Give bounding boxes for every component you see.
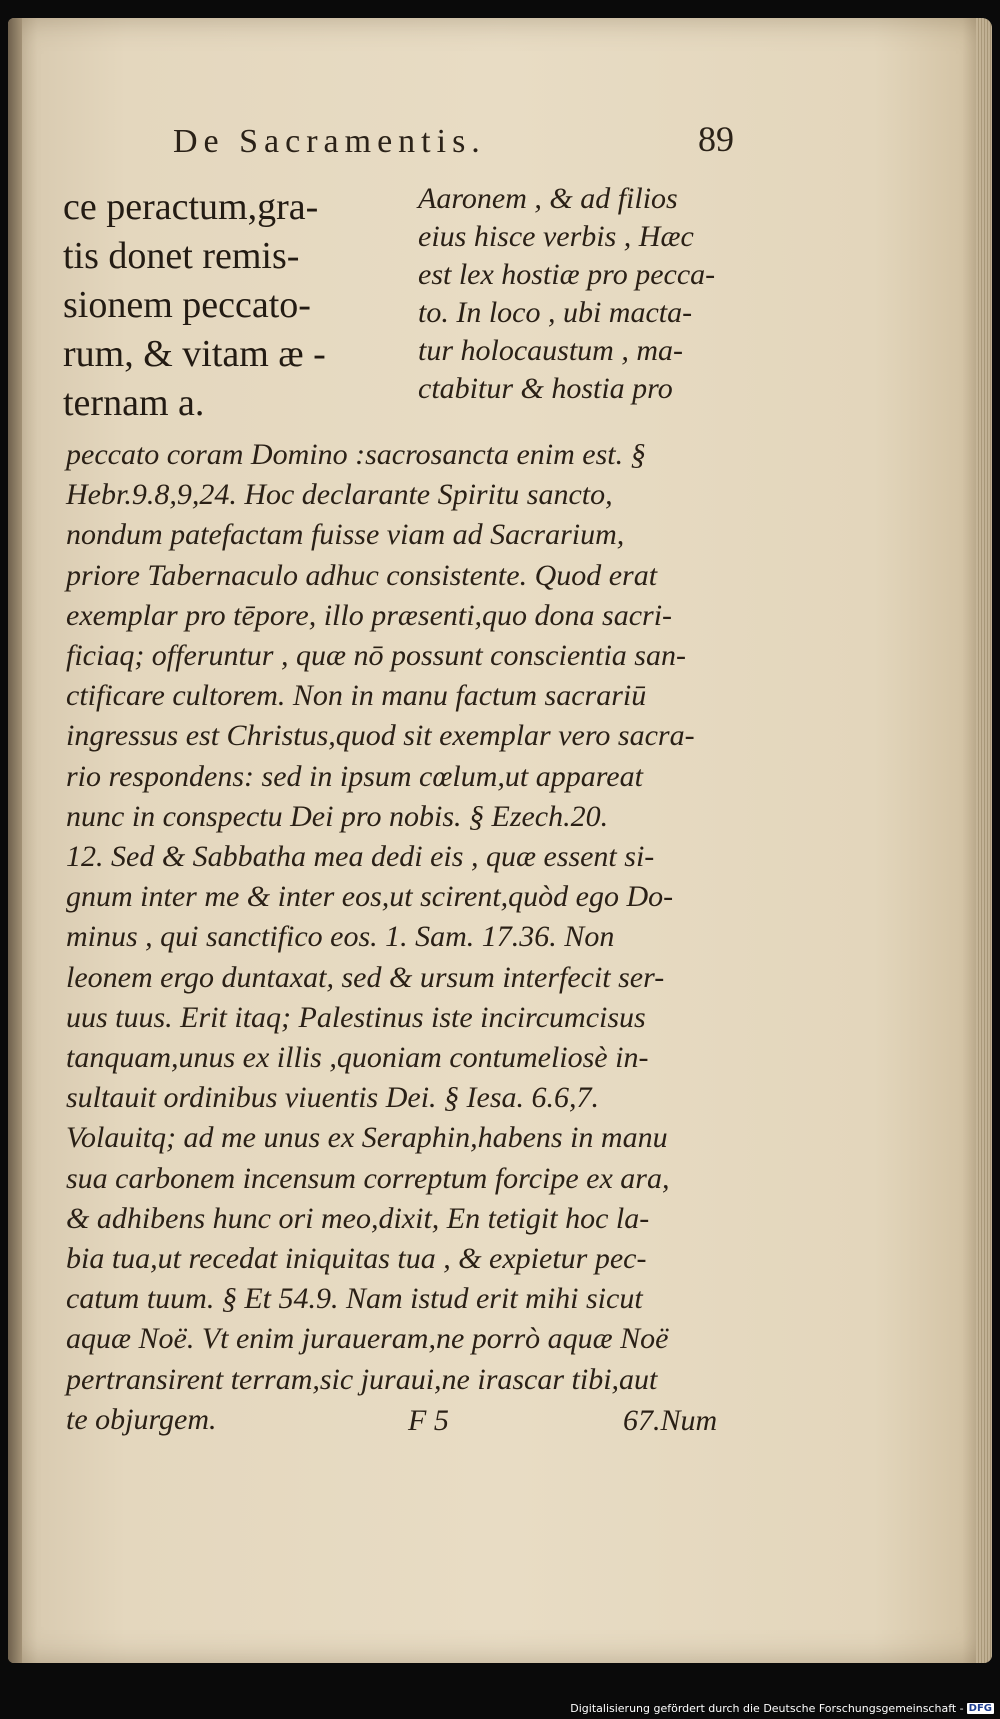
main-text-line: ce peractum,gra-: [63, 186, 319, 228]
side-note-column: [418, 180, 758, 408]
body-line: minus , qui sanctifico eos. 1. Sam. 17.36. Non: [66, 920, 615, 954]
body-line: pertransirent terram,sic juraui,ne irascar tibi,aut: [66, 1362, 658, 1396]
main-text-line: rum, & vitam æ -: [63, 333, 326, 375]
body-line: aquæ Noë. Vt enim juraueram,ne porrò aquæ Noë: [66, 1322, 669, 1356]
side-note-line: est lex hostiæ pro pecca-: [418, 258, 716, 291]
body-line: rio respondens: sed in ipsum cœlum,ut appareat: [66, 759, 643, 793]
side-note-line: tur holocaustum , ma-: [418, 334, 683, 367]
main-text-line: sionem peccato-: [63, 284, 311, 326]
body-line: ctificare cultorem. Non in manu factum sacrariū: [66, 679, 647, 713]
main-text-line: tis donet remis-: [63, 235, 300, 277]
body-line: exemplar pro tēpore, illo præsenti,quo dona sacri-: [66, 598, 673, 632]
body-line: priore Tabernaculo adhuc consistente. Quod erat: [66, 558, 658, 592]
body-line: Hebr.9.8,9,24. Hoc declarante Spiritu sancto,: [66, 478, 613, 512]
body-line: gnum inter me & inter eos,ut scirent,quòd ego Do-: [66, 880, 674, 914]
side-note-line: ctabitur & hostia pro: [418, 372, 673, 405]
body-line: uus tuus. Erit itaq; Palestinus iste incircumcisus: [66, 1000, 646, 1034]
body-line: ficiaq; offeruntur , quæ nō possunt conscientia san-: [66, 639, 686, 673]
body-line: leonem ergo duntaxat, sed & ursum interfecit ser-: [66, 960, 665, 994]
main-text-line: ternam a.: [63, 382, 205, 424]
body-line: te objurgem.: [66, 1402, 217, 1436]
book-page: [8, 18, 992, 1663]
running-head: De Sacramentis.: [173, 123, 486, 160]
footnote-text-block: [66, 435, 786, 1440]
body-line: 12. Sed & Sabbatha mea dedi eis , quæ essent si-: [66, 840, 655, 874]
side-note-line: to. In loco , ubi macta-: [418, 296, 693, 329]
page-number: 89: [698, 119, 734, 159]
body-line: nunc in conspectu Dei pro nobis. § Ezech.20.: [66, 799, 609, 833]
main-text-column: [63, 183, 403, 428]
body-line: ingressus est Christus,quod sit exemplar vero sacra-: [66, 719, 695, 753]
credit-text: Digitalisierung gefördert durch die Deutsche Forschungsgemeinschaft -: [570, 1702, 964, 1715]
side-note-line: eius hisce verbis , Hæc: [418, 220, 694, 253]
body-line: bia tua,ut recedat iniquitas tua , & expietur pec-: [66, 1242, 647, 1276]
side-note-line: Aaronem , & ad filios: [418, 182, 678, 215]
body-line: Volauitq; ad me unus ex Seraphin,habens in manu: [66, 1121, 668, 1155]
body-line: sultauit ordinibus viuentis Dei. § Iesa. 6.6,7.: [66, 1081, 600, 1115]
body-line: nondum patefactam fuisse viam ad Sacrarium,: [66, 518, 625, 552]
body-line: catum tuum. § Et 54.9. Nam istud erit mihi sicut: [66, 1282, 643, 1316]
digitization-credit: [570, 1702, 994, 1715]
body-line: sua carbonem incensum correptum forcipe ex ara,: [66, 1161, 670, 1195]
signature-mark: F 5: [408, 1404, 449, 1437]
body-line: peccato coram Domino :sacrosancta enim est. §: [66, 438, 646, 471]
body-line: & adhibens hunc ori meo,dixit, En tetigit hoc la-: [66, 1201, 650, 1235]
body-line: tanquam,unus ex illis ,quoniam contumeliosè in-: [66, 1041, 649, 1075]
page-fore-edge: [976, 18, 992, 1663]
page-gutter: [8, 18, 22, 1663]
dfg-logo: DFG: [968, 1703, 992, 1714]
catchword: 67.Num: [623, 1404, 718, 1437]
